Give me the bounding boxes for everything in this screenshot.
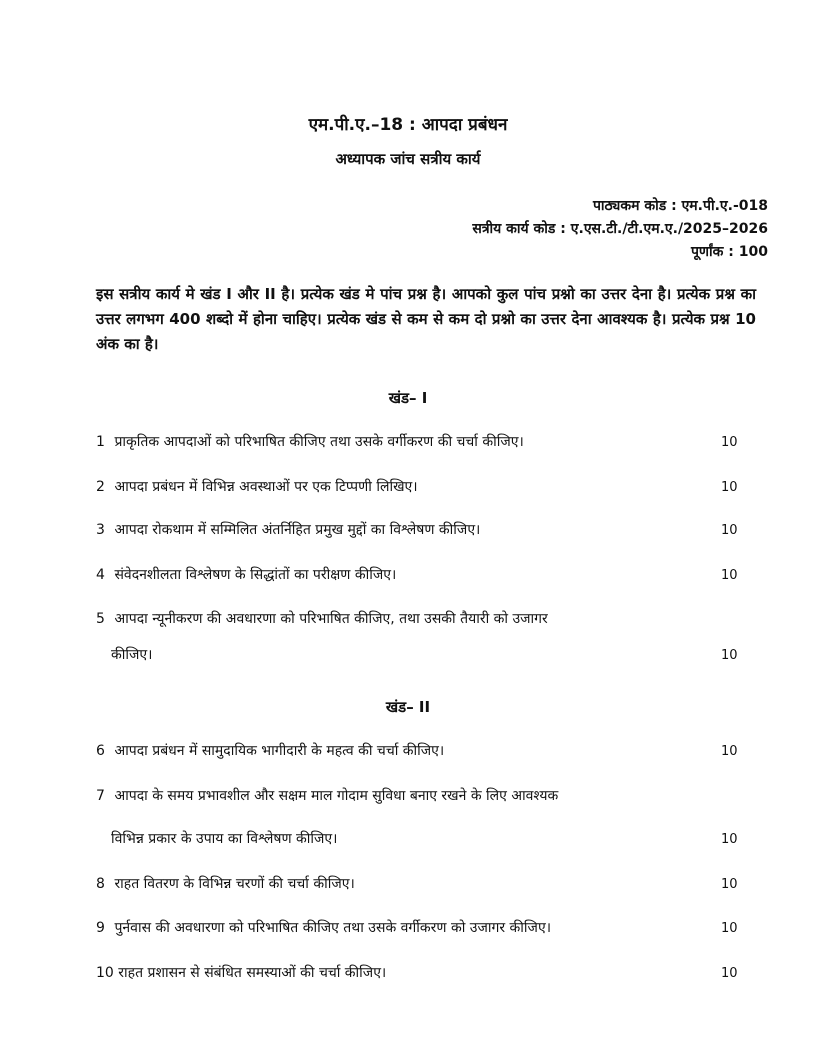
question-text: संवेदनशीलता विश्लेषण के सिद्धांतों का परीक्षण कीजिए। <box>114 567 397 583</box>
question-9 <box>96 918 551 937</box>
question-marks: 10 <box>721 568 738 583</box>
question-number: 3 <box>96 522 105 538</box>
question-8 <box>96 874 355 893</box>
question-number: 8 <box>96 876 105 892</box>
question-number: 7 <box>96 788 105 804</box>
section-2-heading: खंड– II <box>385 698 431 716</box>
question-3 <box>96 520 480 539</box>
question-number: 4 <box>96 567 105 583</box>
question-marks: 10 <box>721 744 738 759</box>
question-text: आपदा रोकथाम में सम्मिलित अंतर्निहित प्रमुख मुद्दों का विश्लेषण कीजिए। <box>114 522 481 538</box>
question-7 <box>96 786 558 805</box>
page-title: एम.पी.ए.–18 : आपदा प्रबंधन <box>308 115 508 135</box>
question-marks: 10 <box>721 877 738 892</box>
question-5-continued: कीजिए। <box>111 647 153 663</box>
question-text: प्राकृतिक आपदाओं को परिभाषित कीजिए तथा उसके वर्गीकरण की चर्चा कीजिए। <box>114 434 524 450</box>
question-marks: 10 <box>721 921 738 936</box>
question-text: आपदा प्रबंधन में विभिन्न अवस्थाओं पर एक टिप्पणी लिखिए। <box>114 479 418 495</box>
question-text: पुर्नवास की अवधारणा को परिभाषित कीजिए तथा उसके वर्गीकरण को उजागर कीजिए। <box>114 920 551 936</box>
instructions: इस सत्रीय कार्य मे खंड I और II है। प्रत्येक खंड मे पांच प्रश्न है। आपको कुल पांच प्रश्नो का उत्तर देना है। प्रत्येक प्रश्न का उत्तर लगभग 400 शब्दो में होना चाहिए। प्रत्येक खंड से कम से कम दो प्रश्नो का उत्तर देना आवश्यक है। प्रत्येक प्रश्न 10 अंक का है। <box>96 285 756 353</box>
question-marks: 10 <box>721 832 738 847</box>
course-code: पाठ्यकम कोड : एम.पी.ए.-018 <box>592 198 768 214</box>
question-marks: 10 <box>721 480 738 495</box>
assignment-code: सत्रीय कार्य कोड : ए.एस.टी./टी.एम.ए./2025–2026 <box>472 221 768 237</box>
question-2 <box>96 477 418 496</box>
question-number: 1 <box>96 434 105 450</box>
question-marks: 10 <box>721 435 738 450</box>
question-text: आपदा के समय प्रभावशील और सक्षम माल गोदाम सुविधा बनाए रखने के लिए आवश्यक <box>114 788 559 804</box>
question-number: 6 <box>96 743 105 759</box>
question-7-continued: विभिन्न प्रकार के उपाय का विश्लेषण कीजिए। <box>111 831 338 847</box>
question-marks: 10 <box>721 648 738 663</box>
question-number: 10 <box>96 965 114 981</box>
question-marks: 10 <box>721 523 738 538</box>
question-5 <box>96 609 548 628</box>
question-number: 2 <box>96 479 105 495</box>
question-text: राहत वितरण के विभिन्न चरणों की चर्चा कीजिए। <box>114 876 355 892</box>
question-text: आपदा न्यूनीकरण की अवधारणा को परिभाषित कीजिए, तथा उसकी तैयारी को उजागर <box>114 611 548 627</box>
question-number: 9 <box>96 920 105 936</box>
question-marks: 10 <box>721 966 738 981</box>
question-text: राहत प्रशासन से संबंधित समस्याओं की चर्चा कीजिए। <box>118 965 387 981</box>
page-subtitle: अध्यापक जांच सत्रीय कार्य <box>335 150 481 168</box>
section-1-heading: खंड– I <box>388 389 428 407</box>
question-number: 5 <box>96 611 105 627</box>
question-10 <box>96 963 386 982</box>
question-1 <box>96 432 524 451</box>
question-6 <box>96 741 444 760</box>
question-4 <box>96 565 396 584</box>
question-text: आपदा प्रबंधन में सामुदायिक भागीदारी के महत्व की चर्चा कीजिए। <box>114 743 445 759</box>
max-marks: पूर्णांक : 100 <box>690 244 768 260</box>
